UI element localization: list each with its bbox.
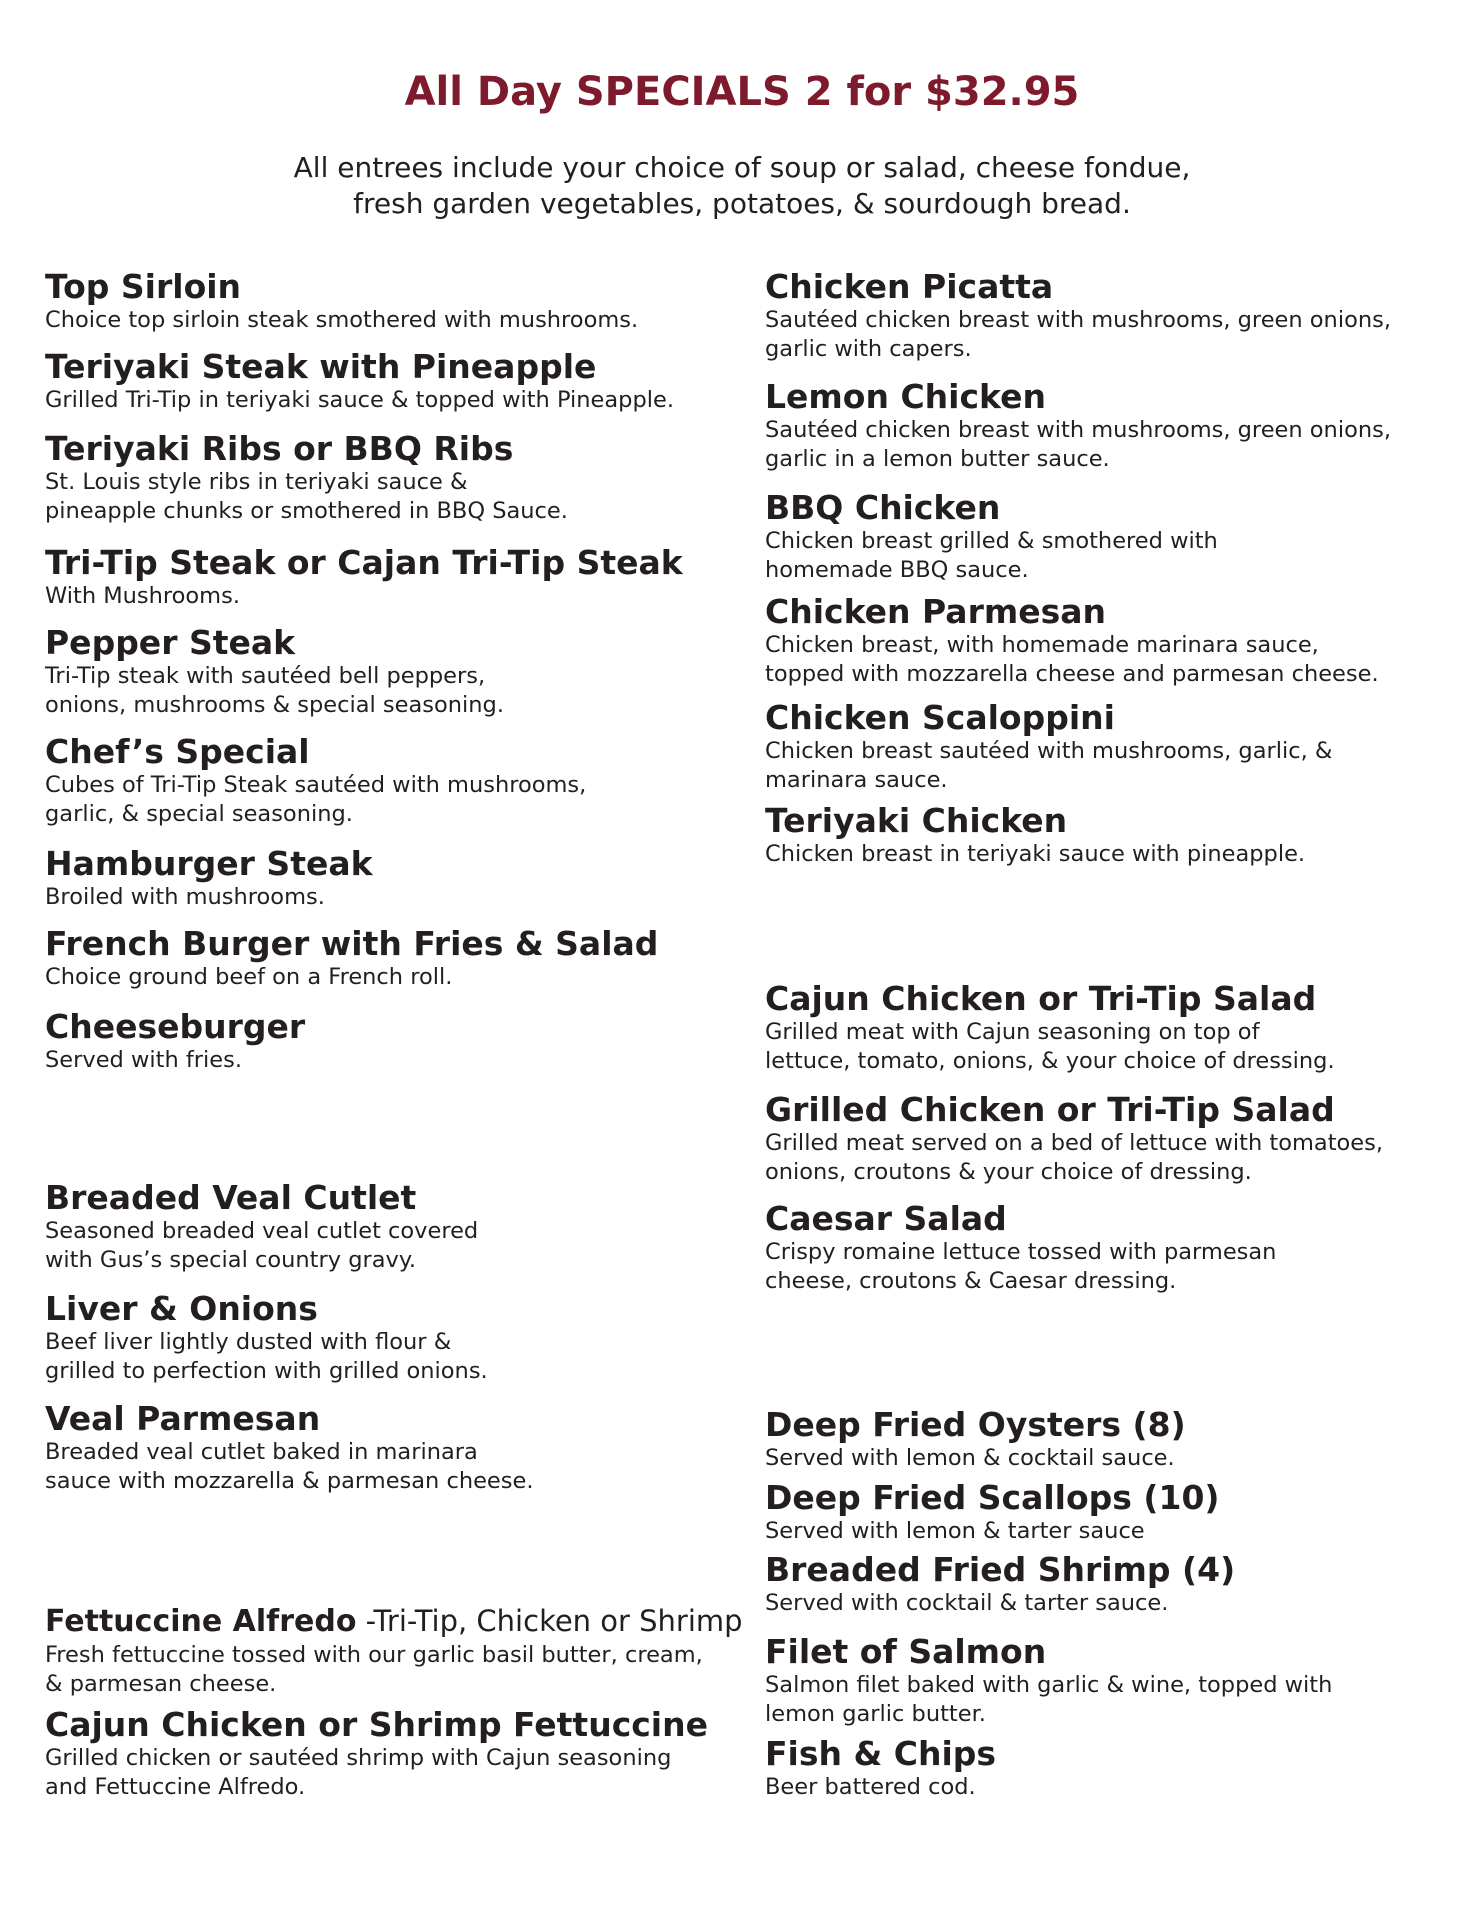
menu-item — [45, 348, 735, 415]
menu-item — [45, 1400, 735, 1496]
menu-item-name — [45, 1179, 735, 1217]
menu-item-description — [765, 1444, 1445, 1473]
description-line: Choice top sirloin steak smothered with mushrooms. — [45, 307, 639, 333]
description-line: Seasoned breaded veal cutlet covered — [45, 1218, 479, 1244]
menu-item-title: Grilled Chicken or Tri-Tip Salad — [765, 1090, 1335, 1129]
menu-item — [765, 802, 1445, 869]
menu-item-name — [45, 1706, 735, 1744]
menu-item — [45, 544, 735, 611]
menu-item-description — [45, 468, 735, 526]
menu-item-title: Fish & Chips — [765, 1734, 997, 1773]
menu-item-title: Filet of Salmon — [765, 1632, 1047, 1671]
menu-item-title: Teriyaki Steak with Pineapple — [45, 347, 597, 386]
menu-item-description — [45, 1438, 735, 1496]
description-line: sauce with mozzarella & parmesan cheese. — [45, 1468, 534, 1494]
description-line: onions, mushrooms & special seasoning. — [45, 692, 504, 718]
menu-item-description — [765, 840, 1445, 869]
menu-item-description — [765, 1773, 1445, 1802]
description-line: Cubes of Tri-Tip Steak sautéed with mushrooms, — [45, 772, 587, 798]
description-line: grilled to perfection with grilled onions. — [45, 1358, 488, 1384]
subtitle-line: All entrees include your choice of soup or salad, cheese fondue, — [293, 151, 1191, 184]
menu-item-description — [45, 662, 735, 720]
menu-item — [765, 1735, 1445, 1802]
description-line: Grilled Tri-Tip in teriyaki sauce & topped with Pineapple. — [45, 387, 674, 413]
menu-item — [765, 378, 1445, 474]
menu-item-title: Teriyaki Chicken — [765, 801, 1068, 840]
menu-item-title: Cheeseburger — [45, 1007, 306, 1046]
menu-item-name — [765, 1479, 1445, 1517]
menu-item-description — [45, 1328, 735, 1386]
description-line: and Fettuccine Alfredo. — [45, 1774, 306, 1800]
menu-item-name — [765, 1551, 1445, 1589]
description-line: Grilled meat served on a bed of lettuce with tomatoes, — [765, 1130, 1384, 1156]
menu-item — [765, 593, 1445, 689]
description-line: topped with mozzarella cheese and parmesan cheese. — [765, 661, 1379, 687]
description-line: Sautéed chicken breast with mushrooms, green onions, — [765, 417, 1391, 443]
description-line: St. Louis style ribs in teriyaki sauce & — [45, 469, 468, 495]
description-line: Grilled chicken or sautéed shrimp with Cajun seasoning — [45, 1745, 672, 1771]
menu-item-title: Caesar Salad — [765, 1199, 1007, 1238]
menu-item-title: Top Sirloin — [45, 267, 242, 306]
menu-item-title: BBQ Chicken — [765, 488, 1001, 527]
menu-item-name — [765, 1735, 1445, 1773]
description-line: garlic with capers. — [765, 336, 972, 362]
description-line: Beef liver lightly dusted with flour & — [45, 1329, 452, 1355]
description-line: Beer battered cod. — [765, 1774, 976, 1800]
menu-item — [765, 268, 1445, 364]
menu-item — [765, 489, 1445, 585]
menu-item-description — [765, 527, 1445, 585]
subtitle-line: fresh garden vegetables, potatoes, & sourdough bread. — [353, 187, 1131, 220]
description-line: Sautéed chicken breast with mushrooms, green onions, — [765, 307, 1391, 333]
menu-item — [765, 1551, 1445, 1618]
menu-item-options: -Tri-Tip, Chicken or Shrimp — [356, 1604, 743, 1638]
description-line: marinara sauce. — [765, 767, 948, 793]
menu-item-description — [765, 416, 1445, 474]
description-line: onions, croutons & your choice of dressing. — [765, 1159, 1252, 1185]
description-line: lettuce, tomato, onions, & your choice of dressing. — [765, 1048, 1335, 1074]
menu-item-description — [45, 1744, 735, 1802]
menu-item-title: French Burger with Fries & Salad — [45, 924, 659, 963]
menu-item-name — [765, 1091, 1445, 1129]
description-line: Chicken breast grilled & smothered with — [765, 528, 1218, 554]
menu-item — [765, 1406, 1445, 1473]
menu-item-name — [765, 378, 1445, 416]
menu-item — [45, 268, 735, 335]
menu-item-name — [765, 1633, 1445, 1671]
description-line: garlic in a lemon butter sauce. — [765, 446, 1110, 472]
description-line: Chicken breast in teriyaki sauce with pineapple. — [765, 841, 1306, 867]
description-line: Served with lemon & cocktail sauce. — [765, 1445, 1175, 1471]
menu-item-description — [765, 1129, 1445, 1187]
menu-item-description — [765, 1517, 1445, 1546]
menu-item — [45, 845, 735, 912]
description-line: Tri-Tip steak with sautéed bell peppers, — [45, 663, 486, 689]
menu-item-description — [765, 306, 1445, 364]
menu-item-description — [45, 1217, 735, 1275]
menu-item-name — [45, 544, 735, 582]
menu-item — [45, 1706, 735, 1802]
description-line: With Mushrooms. — [45, 583, 240, 609]
menu-item-name — [765, 1200, 1445, 1238]
menu-item — [45, 1290, 735, 1386]
menu-item — [45, 624, 735, 720]
menu-item-description — [45, 1046, 735, 1075]
menu-item-title: Deep Fried Scallops (10) — [765, 1478, 1220, 1517]
menu-item-name — [765, 268, 1445, 306]
menu-item-title: Deep Fried Oysters (8) — [765, 1405, 1186, 1444]
menu-item-name — [45, 624, 735, 662]
menu-item — [45, 733, 735, 829]
menu-item — [45, 1179, 735, 1275]
menu-item-title: Teriyaki Ribs or BBQ Ribs — [45, 429, 514, 468]
menu-item-description — [765, 1018, 1445, 1076]
menu-item-description — [45, 582, 735, 611]
menu-item-title: Hamburger Steak — [45, 844, 373, 883]
menu-item-description — [765, 1589, 1445, 1618]
description-line: Broiled with mushrooms. — [45, 884, 325, 910]
menu-item-name — [45, 1400, 735, 1438]
description-line: Grilled meat with Cajun seasoning on top of — [765, 1019, 1260, 1045]
description-line: cheese, croutons & Caesar dressing. — [765, 1268, 1177, 1294]
menu-item-title: Fettuccine Alfredo — [45, 1604, 357, 1639]
page-subtitle — [0, 150, 1484, 222]
page-title: All Day SPECIALS 2 for $32.95 — [404, 69, 1080, 115]
menu-item-title: Liver & Onions — [45, 1289, 318, 1328]
menu-item-title: Chicken Scaloppini — [765, 698, 1115, 737]
menu-item — [45, 430, 735, 526]
menu-item-description — [45, 771, 735, 829]
description-line: Chicken breast, with homemade marinara sauce, — [765, 632, 1319, 658]
menu-item-title: Cajun Chicken or Tri-Tip Salad — [765, 979, 1317, 1018]
menu-item — [765, 1091, 1445, 1187]
description-line: Chicken breast sautéed with mushrooms, garlic, & — [765, 738, 1333, 764]
description-line: Choice ground beef on a French roll. — [45, 964, 453, 990]
menu-item-description — [45, 306, 735, 335]
menu-item-name — [765, 699, 1445, 737]
menu-item-name — [45, 268, 735, 306]
menu-item-name — [765, 802, 1445, 840]
description-line: & parmesan cheese. — [45, 1671, 277, 1697]
menu-item-title: Pepper Steak — [45, 623, 296, 662]
menu-item — [765, 1633, 1445, 1729]
menu-item-name — [45, 845, 735, 883]
menu-item-title: Lemon Chicken — [765, 377, 1046, 416]
menu-item-name — [45, 1602, 743, 1641]
description-line: Breaded veal cutlet baked in marinara — [45, 1439, 478, 1465]
menu-item-title: Chef’s Special — [45, 732, 310, 771]
description-line: Fresh fettuccine tossed with our garlic basil butter, cream, — [45, 1642, 703, 1668]
menu-item-description — [45, 1641, 735, 1699]
menu-item — [45, 925, 735, 992]
menu-item-name — [45, 925, 735, 963]
description-line: Crispy romaine lettuce tossed with parmesan — [765, 1239, 1277, 1265]
menu-item-name — [45, 1008, 735, 1046]
menu-item-description — [765, 1238, 1445, 1296]
menu-item-description — [45, 963, 735, 992]
menu-item-title: Veal Parmesan — [45, 1399, 321, 1438]
menu-item-title: Breaded Fried Shrimp (4) — [765, 1550, 1236, 1589]
menu-item-description — [45, 386, 735, 415]
menu-item — [45, 1602, 743, 1699]
description-line: Served with fries. — [45, 1047, 242, 1073]
menu-item-title: Tri-Tip Steak or Cajan Tri-Tip Steak — [45, 543, 683, 582]
menu-item-name — [45, 348, 735, 386]
menu-item-name — [45, 1290, 735, 1328]
menu-item-title: Cajun Chicken or Shrimp Fettuccine — [45, 1705, 708, 1744]
description-line: Served with lemon & tarter sauce — [765, 1518, 1145, 1544]
menu-item-name — [765, 593, 1445, 631]
menu-item-description — [765, 1671, 1445, 1729]
menu-item-title: Chicken Picatta — [765, 267, 1054, 306]
menu-item — [765, 1200, 1445, 1296]
menu-item-name — [765, 489, 1445, 527]
menu-item-name — [45, 430, 735, 468]
menu-item-description — [765, 631, 1445, 689]
menu-item — [45, 1008, 735, 1075]
menu-item-name — [765, 980, 1445, 1018]
description-line: Served with cocktail & tarter sauce. — [765, 1590, 1169, 1616]
menu-item-name — [765, 1406, 1445, 1444]
menu-item — [765, 699, 1445, 795]
menu-item-title: Chicken Parmesan — [765, 592, 1107, 631]
description-line: garlic, & special seasoning. — [45, 801, 353, 827]
menu-item — [765, 980, 1445, 1076]
description-line: pineapple chunks or smothered in BBQ Sauce. — [45, 498, 568, 524]
menu-item-description — [765, 737, 1445, 795]
menu-item-description — [45, 883, 735, 912]
menu-item-title: Breaded Veal Cutlet — [45, 1178, 417, 1217]
description-line: with Gus’s special country gravy. — [45, 1247, 417, 1273]
description-line: homemade BBQ sauce. — [765, 557, 1029, 583]
menu-item-name — [45, 733, 735, 771]
description-line: Salmon filet baked with garlic & wine, topped with — [765, 1672, 1333, 1698]
menu-item — [765, 1479, 1445, 1546]
description-line: lemon garlic butter. — [765, 1701, 986, 1727]
